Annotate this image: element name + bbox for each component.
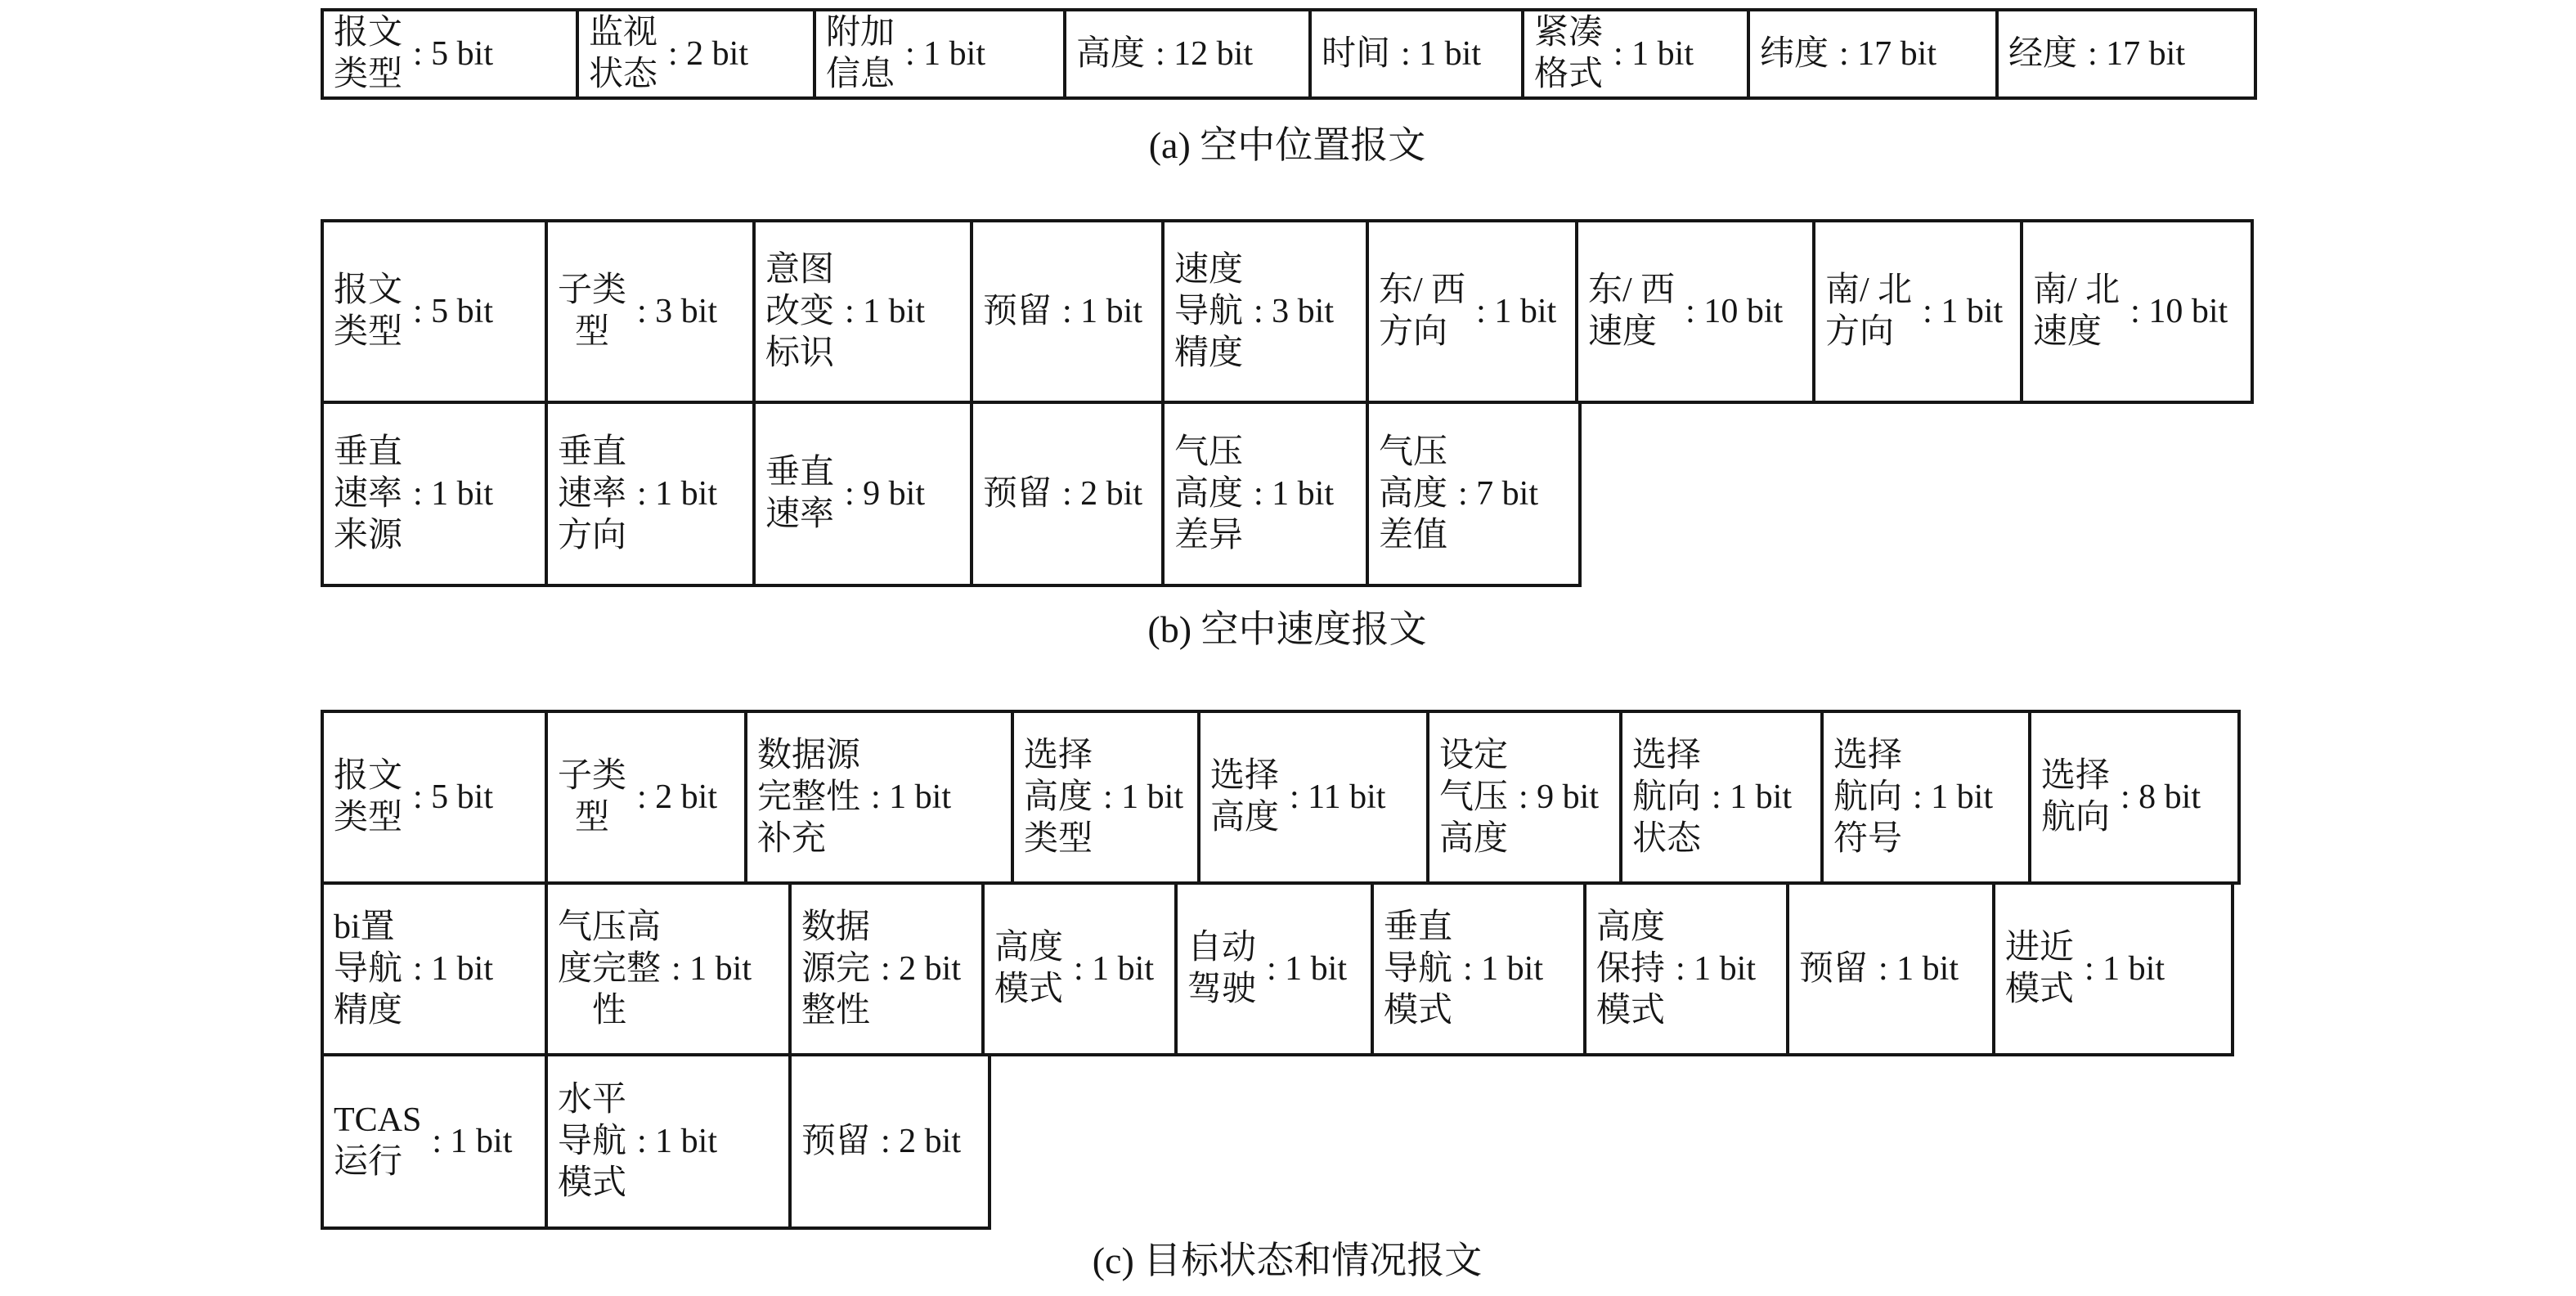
field-label-line: 选择 (1210, 757, 1280, 795)
field-label (1379, 270, 1465, 353)
field-label-line: 报文 (334, 757, 403, 795)
field-cell (321, 710, 548, 885)
field-label-line: 类型 (334, 799, 403, 836)
field-label-line: 完整性 (757, 778, 861, 816)
field-bit-size: : 2 bit (637, 778, 718, 816)
field-label-line: 度完整 (558, 949, 662, 988)
field-bit-size: : 1 bit (1676, 949, 1757, 988)
field-bit-size: : 1 bit (637, 474, 718, 513)
field-label-line: 方向 (558, 516, 627, 554)
field-label (1588, 270, 1675, 353)
field-label-line: 类型 (334, 313, 403, 351)
field-label (994, 927, 1063, 1011)
field-bit-size: : 1 bit (1476, 292, 1557, 330)
field-label (1187, 927, 1256, 1011)
field-label-line: bi置 (334, 908, 395, 946)
caption-air-position: (a) 空中位置报文 (1148, 124, 1426, 166)
field-cell (970, 219, 1165, 404)
field-bit-size: : 1 bit (1254, 474, 1335, 513)
field-label-line: 类型 (334, 56, 403, 93)
field-label-line: 附加 (826, 14, 895, 52)
field-bit-size: : 1 bit (1062, 292, 1143, 330)
field-label (1596, 907, 1665, 1032)
field-label-line: 垂直 (765, 454, 835, 491)
field-bit-size: : 1 bit (871, 778, 952, 816)
field-cell (1747, 8, 1999, 100)
field-label-line: 设定 (1439, 736, 1509, 774)
field-label (1760, 34, 1829, 75)
field-label-line: 高度 (1174, 474, 1244, 513)
field-label-line: 报文 (334, 14, 403, 52)
field-label-line: 纬度 (1760, 34, 1829, 73)
field-label-line: 气压 (1174, 433, 1244, 471)
field-label-line: 运行 (334, 1143, 403, 1181)
field-bit-size: : 2 bit (1062, 474, 1143, 513)
field-label-line: 监视 (589, 14, 658, 52)
field-bit-size: : 9 bit (1519, 778, 1600, 816)
field-label-line: 预留 (983, 474, 1052, 513)
field-cell (1995, 8, 2257, 100)
field-label (1384, 907, 1452, 1032)
field-label-line: 导航 (1174, 292, 1244, 330)
field-bit-size: : 1 bit (637, 1122, 718, 1160)
field-cell (1161, 219, 1369, 404)
field-cell (545, 401, 756, 587)
field-label (558, 432, 626, 557)
field-cell (1820, 710, 2031, 885)
field-cell (1366, 219, 1578, 404)
field-bit-size: : 5 bit (413, 34, 494, 73)
field-label (1210, 756, 1279, 839)
field-bit-size: : 1 bit (1074, 949, 1155, 988)
field-label-line: 类型 (1024, 819, 1093, 858)
field-label (757, 735, 860, 860)
field-label (826, 12, 895, 96)
field-label-line: 意图 (765, 250, 835, 289)
field-cell (2028, 710, 2241, 885)
field-cell (321, 1053, 548, 1230)
field-label-line: 型 (575, 313, 610, 351)
field-cell (788, 1053, 991, 1230)
field-label-line: 模式 (1596, 991, 1666, 1029)
field-cell (321, 881, 548, 1056)
field-label-line: 补充 (757, 819, 827, 858)
field-label-line: 南/ 北 (1825, 271, 1913, 309)
field-label-line: 东/ 西 (1588, 271, 1676, 309)
field-bit-size: : 3 bit (637, 292, 718, 330)
field-label-line: 精度 (334, 991, 403, 1029)
field-bit-size: : 1 bit (432, 1122, 513, 1160)
field-label-line: 垂直 (334, 433, 403, 471)
field-cell (813, 8, 1066, 100)
field-bit-size: : 1 bit (1103, 778, 1184, 816)
field-label (334, 12, 402, 96)
field-cell (1426, 710, 1622, 885)
field-label-line: 数据源 (757, 736, 861, 774)
field-cell (1786, 881, 1995, 1056)
field-label (1174, 432, 1243, 557)
field-bit-size: : 17 bit (2088, 34, 2186, 73)
field-label-line: 模式 (994, 971, 1064, 1008)
field-label-line: 模式 (1384, 991, 1453, 1029)
field-label-line: 经度 (2008, 34, 2078, 73)
field-label-line: 自动 (1187, 929, 1257, 966)
field-label-line: 导航 (334, 949, 403, 988)
field-cell (545, 881, 792, 1056)
field-cell (1992, 881, 2234, 1056)
field-cell (981, 881, 1178, 1056)
caption-target-state-status: (c) 目标状态和情况报文 (1092, 1240, 1483, 1281)
field-label-line: 高度 (1379, 474, 1448, 513)
field-cell (321, 8, 579, 100)
field-label (558, 270, 626, 353)
field-label (983, 473, 1052, 515)
field-label (1534, 12, 1603, 96)
field-bit-size: : 1 bit (845, 292, 926, 330)
field-label-line: 气压高 (558, 908, 662, 946)
field-label-line: 气压 (1439, 778, 1509, 816)
field-cell (1063, 8, 1312, 100)
field-label-line: 航向 (1632, 778, 1702, 816)
field-bit-size: : 1 bit (1923, 292, 2004, 330)
field-label-line: 数据 (801, 908, 871, 946)
field-label-line: 驾驶 (1187, 971, 1257, 1008)
field-label-line: 符号 (1833, 819, 1903, 858)
field-label (765, 452, 834, 536)
field-label-line: 紧凑 (1534, 14, 1604, 52)
field-bit-size: : 1 bit (1613, 34, 1694, 73)
field-label (2005, 927, 2074, 1011)
field-label-line: 模式 (2005, 971, 2075, 1008)
field-label (2041, 756, 2110, 839)
field-bit-size: : 1 bit (1878, 949, 1959, 988)
field-cell (1011, 710, 1200, 885)
field-bit-size: : 1 bit (1463, 949, 1544, 988)
field-bit-size: : 1 bit (671, 949, 752, 988)
field-cell (545, 710, 747, 885)
field-label-line: 子类 (558, 757, 627, 795)
field-bit-size: : 1 bit (413, 949, 494, 988)
field-label-line: 性 (592, 991, 627, 1029)
field-bit-size: : 7 bit (1458, 474, 1539, 513)
field-bit-size: : 1 bit (1712, 778, 1793, 816)
field-bit-size: : 2 bit (881, 1122, 962, 1160)
field-label-line: 预留 (1799, 949, 1869, 988)
field-cell (545, 219, 756, 404)
field-label-line: 导航 (1384, 949, 1453, 988)
field-label-line: 整性 (801, 991, 871, 1029)
field-bit-size: : 1 bit (905, 34, 986, 73)
field-label (1379, 432, 1447, 557)
field-bit-size: : 5 bit (413, 778, 494, 816)
field-cell (1619, 710, 1824, 885)
field-bit-size: : 5 bit (413, 292, 494, 330)
field-bit-size: : 10 bit (1685, 292, 1784, 330)
field-label (983, 291, 1052, 333)
field-label-line: 速率 (558, 474, 627, 513)
field-label-line: 差值 (1379, 516, 1448, 554)
field-label (334, 270, 402, 353)
field-label (334, 1100, 421, 1183)
field-cell (1161, 401, 1369, 587)
field-label (1799, 948, 1868, 990)
field-label-line: 航向 (1833, 778, 1903, 816)
field-label-line: 子类 (558, 271, 627, 309)
field-label-line: 格式 (1534, 56, 1604, 93)
caption-air-velocity: (b) 空中速度报文 (1147, 608, 1427, 650)
field-label-line: 高度 (1210, 799, 1280, 836)
field-label-line: 垂直 (558, 433, 627, 471)
field-label-line: 选择 (2041, 757, 2111, 795)
field-cell (576, 8, 816, 100)
field-label-line: 速度 (1174, 250, 1244, 289)
field-label-line: 进近 (2005, 929, 2075, 966)
field-label-line: 标识 (765, 334, 835, 372)
field-cell (321, 219, 548, 404)
field-cell (1812, 219, 2023, 404)
field-label (1024, 735, 1093, 860)
field-label (801, 907, 870, 1032)
field-label (1322, 34, 1390, 75)
field-bit-size: : 1 bit (2085, 949, 2165, 988)
field-bit-size: : 1 bit (413, 474, 494, 513)
field-cell (1575, 219, 1815, 404)
field-label-line: 预留 (983, 292, 1052, 330)
field-label-line: 状态 (1632, 819, 1702, 858)
field-cell (1521, 8, 1750, 100)
field-cell (1583, 881, 1789, 1056)
field-label-line: 高度 (1439, 819, 1509, 858)
field-bit-size: : 8 bit (2120, 778, 2201, 816)
field-label (2008, 34, 2077, 75)
field-cell (752, 401, 973, 587)
field-bit-size: : 10 bit (2130, 292, 2228, 330)
field-label (1439, 735, 1508, 860)
field-label-line: 导航 (558, 1122, 627, 1160)
field-bit-size: : 9 bit (845, 474, 926, 513)
field-label-line: 方向 (1825, 313, 1895, 351)
field-bit-size: : 1 bit (1913, 778, 1994, 816)
field-label-line: 时间 (1322, 34, 1391, 73)
field-label (334, 756, 402, 839)
field-cell (1366, 401, 1582, 587)
field-label-line: 方向 (1379, 313, 1448, 351)
field-label (801, 1121, 870, 1163)
field-bit-size: : 11 bit (1290, 778, 1386, 816)
field-label-line: 高度 (1596, 908, 1666, 946)
field-label-line: 垂直 (1384, 908, 1453, 946)
field-label-line: 预留 (801, 1122, 871, 1160)
field-label (558, 1079, 626, 1204)
field-label-line: 高度 (1076, 34, 1146, 73)
field-cell (2020, 219, 2254, 404)
field-label-line: 速度 (1588, 313, 1658, 351)
field-label-line: 速率 (765, 496, 835, 533)
field-cell (744, 710, 1014, 885)
field-label (2033, 270, 2120, 353)
field-bit-size: : 1 bit (1267, 949, 1348, 988)
field-label (1174, 249, 1243, 374)
field-label-line: 保持 (1596, 949, 1666, 988)
field-label (334, 432, 402, 557)
field-label-line: 选择 (1833, 736, 1903, 774)
field-bit-size: : 2 bit (668, 34, 749, 73)
field-cell (545, 1053, 792, 1230)
field-label (1632, 735, 1701, 860)
field-label-line: 高度 (994, 929, 1064, 966)
field-label-line: 高度 (1024, 778, 1093, 816)
field-label-line: 选择 (1632, 736, 1702, 774)
field-bit-size: : 3 bit (1254, 292, 1335, 330)
field-label-line: 差异 (1174, 516, 1244, 554)
field-label-line: 选择 (1024, 736, 1093, 774)
field-label-line: 来源 (334, 516, 403, 554)
field-label-line: 航向 (2041, 799, 2111, 836)
field-label-line: 水平 (558, 1080, 627, 1119)
field-bit-size: : 1 bit (1401, 34, 1482, 73)
field-label-line: 精度 (1174, 334, 1244, 372)
field-label-line: 改变 (765, 292, 835, 330)
field-cell (788, 881, 985, 1056)
field-label (1825, 270, 1912, 353)
field-label (334, 907, 402, 1032)
field-label-line: 南/ 北 (2033, 271, 2120, 309)
field-label-line: 源完 (801, 949, 871, 988)
field-label-line: TCAS (334, 1101, 422, 1139)
field-cell (1308, 8, 1524, 100)
field-label (1076, 34, 1145, 75)
field-bit-size: : 17 bit (1839, 34, 1937, 73)
field-cell (1197, 710, 1429, 885)
field-cell (752, 219, 973, 404)
field-cell (321, 401, 548, 587)
field-label (558, 756, 626, 839)
field-label-line: 东/ 西 (1379, 271, 1466, 309)
field-bit-size: : 12 bit (1156, 34, 1254, 73)
field-label (1833, 735, 1902, 860)
field-label-line: 速度 (2033, 313, 2103, 351)
field-bit-size: : 2 bit (881, 949, 962, 988)
field-label (765, 249, 834, 374)
field-label-line: 模式 (558, 1164, 627, 1202)
field-cell (1174, 881, 1374, 1056)
field-label-line: 气压 (1379, 433, 1448, 471)
field-label-line: 速率 (334, 474, 403, 513)
field-label (558, 907, 661, 1032)
field-label-line: 状态 (589, 56, 658, 93)
field-cell (970, 401, 1165, 587)
field-cell (1371, 881, 1586, 1056)
field-label-line: 型 (575, 799, 610, 836)
field-label-line: 报文 (334, 271, 403, 309)
field-label (589, 12, 657, 96)
field-label-line: 信息 (826, 56, 895, 93)
